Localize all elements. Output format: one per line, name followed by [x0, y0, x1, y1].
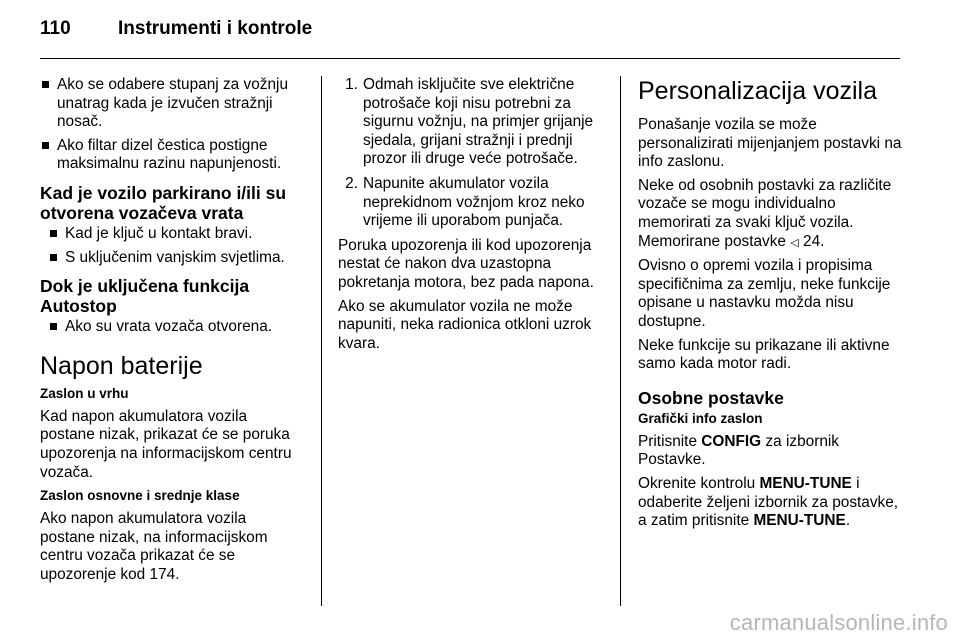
list-item: Ako su vrata vozača otvorena. — [48, 318, 305, 337]
page-header — [40, 18, 312, 48]
column-middle — [338, 76, 604, 358]
heading-parked: Kad je vozilo parkirano i/ili su otvorena vozačeva vrata — [40, 182, 287, 223]
paragraph: Poruka upozorenja ili kod upozorenja nestat će nakon dva uzastopna pokretanja motora, bez pada napona. — [338, 236, 594, 291]
paragraph — [638, 433, 906, 470]
column-left — [40, 76, 305, 590]
paragraph: Neke funkcije su prikazane ili aktivne samo kada motor radi. — [638, 336, 890, 373]
step-number: 2. — [345, 174, 358, 192]
bullet-list-autostop — [48, 318, 305, 337]
heading-personal-settings: Osobne postavke — [638, 387, 784, 408]
paragraph — [638, 475, 906, 531]
page-reference-link[interactable]: 24. — [798, 232, 825, 250]
text-fragment: Pritisnite — [638, 432, 702, 450]
heading-personalization: Personalizacija vozila — [638, 77, 878, 105]
text-fragment: za izbornik Postavke. — [638, 432, 839, 469]
list-item: Ako filtar dizel čestica postigne maksimalnu razinu napunjenosti. — [40, 137, 305, 174]
paragraph: Ako napon akumulatora vozila postane nizak, na informacijskom centru vozača prikazat će se upozorenje kod 174. — [40, 510, 268, 583]
subheading-graphic-display: Grafički info zaslon — [638, 410, 763, 426]
page-title: Instrumenti i kontrole — [118, 18, 313, 39]
text-fragment: . — [845, 512, 851, 530]
menu-tune-label: MENU-TUNE — [753, 512, 846, 530]
config-button-label: CONFIG — [701, 432, 762, 450]
column-divider-2 — [620, 76, 621, 606]
paragraph: Ponašanje vozila se može personalizirati mijenjanjem postavki na info zaslonu. — [638, 116, 902, 171]
paragraph: Kad napon akumulatora vozila postane nizak, prikazat će se poruka upozorenja na informacijskom centru vozača. — [40, 407, 292, 481]
list-item: Ako se odabere stupanj za vožnju unatrag kada je izvučen stražnji nosač. — [40, 76, 305, 132]
watermark: carmanualsonline.info — [729, 610, 948, 635]
subheading-top-display: Zaslon u vrhu — [40, 385, 129, 401]
heading-battery: Napon baterije — [40, 351, 203, 380]
menu-tune-label: MENU-TUNE — [759, 474, 852, 492]
step-number: 1. — [345, 76, 358, 93]
paragraph: Ovisno o opremi vozila i propisima specifičnima za zemlju, neke funkcije opisane u nastavku možda nisu dostupne. — [638, 257, 891, 330]
subheading-base-display: Zaslon osnovne i srednje klase — [40, 488, 240, 504]
text-fragment: Okrenite kontrolu — [638, 474, 760, 492]
bullet-list-top — [40, 76, 305, 174]
paragraph — [638, 177, 906, 252]
numbered-list — [338, 76, 604, 231]
list-item: S uključenim vanjskim svjetlima. — [48, 249, 305, 268]
header-rule — [40, 58, 900, 59]
paragraph-text: Neke od osobnih postavki za različite vozače se mogu individualno memorirati za svaki ključ vozila. Memorirane postavke — [638, 176, 892, 250]
list-item — [338, 76, 604, 169]
page-reference-arrow-icon: ◁ — [790, 236, 799, 249]
heading-autostop: Dok je uključena funkcija Autostop — [40, 276, 250, 317]
list-item — [338, 175, 604, 231]
step-text: Odmah isključite sve električne potrošače koji nisu potrebni za sigurnu vožnju, na primjer grijanje sjedala, grijani stražnji i prednji prozor ili druge veće potrošače. — [363, 76, 594, 168]
list-item: Kad je ključ u kontakt bravi. — [48, 225, 305, 244]
paragraph: Ako se akumulator vozila ne može napuniti, neka radionica otkloni uzrok kvara. — [338, 297, 592, 352]
column-divider-1 — [321, 76, 322, 606]
text-fragment: i odaberite željeni izbornik za postavke, a zatim pritisnite — [638, 474, 899, 530]
column-right — [638, 76, 906, 536]
page-number: 110 — [40, 18, 71, 39]
bullet-list-parked — [48, 225, 305, 267]
step-text: Napunite akumulator vozila neprekidnom vožnjom kroz neko vrijeme ili uporabom punjača. — [363, 174, 585, 230]
